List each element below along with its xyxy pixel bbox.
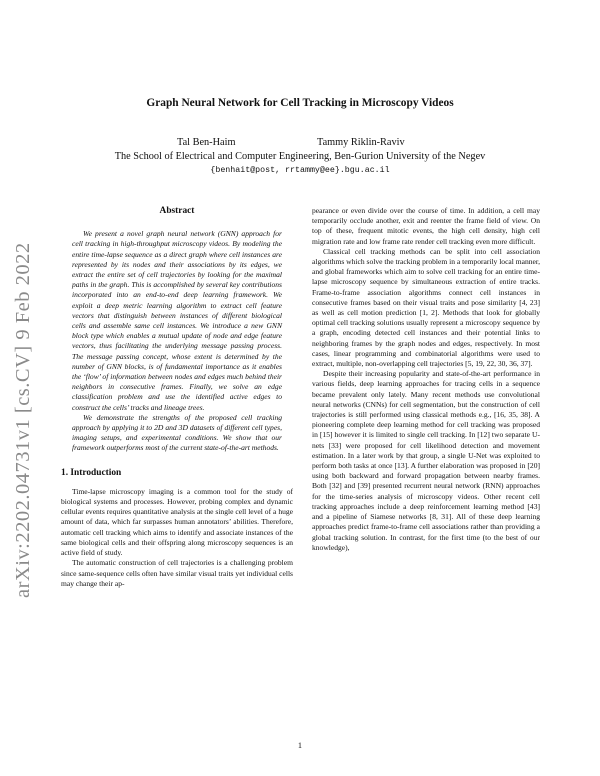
arxiv-identifier[interactable]: arXiv:2202.04731v1 [cs.CV] 9 Feb 2022 [12, 242, 34, 598]
body-paragraph: Classical cell tracking methods can be split into cell association algorithms which solve the tracking problem in a temporarily local manner, and global frameworks which aim to solve cell tracking for an entire time-lapse microscopy sequence by simultaneous extraction of entire tracks. Frame-to-frame association algorithms connect cell instances in consecutive frames based on their visual traits and pose similarity [4, 23] as well as cell motion prediction [1, 2]. Methods that look for globally optimal cell tracking solutions usually represent a microscopy sequence by a graph, encoding detected cell instances and their potential links to neighboring frames by the graph nodes and edges, respectively. In most cases, linear programming and combinatorial algorithms were used to extract, multiple, non-overlapping cell trajectories [5, 19, 22, 30, 36, 37]. [312, 246, 540, 369]
left-column [61, 206, 293, 589]
body-paragraph: pearance or even divide over the course of time. In addition, a cell may temporarily occlude another, exit and reenter the frame field of view. On top of these, frequent mitotic events, the high cell density, high cell migration rate and low frame rate render cell tracking even more difficult. [312, 206, 540, 246]
section-heading-introduction: 1. Introduction [61, 467, 122, 478]
body-paragraph: Time-lapse microscopy imaging is a common tool for the study of biological systems and processes. However, probing complex and dynamic cellular events requires quantitative analysis at the single cell level of a huge amount of data, which far surpasses human annotators’ abilities. Therefore, automatic cell tracking which aims to identify and associate instances of the same biological cells and their offspring along microscopy sequences is an active field of study. [61, 486, 293, 558]
right-column [312, 206, 540, 553]
affiliation: The School of Electrical and Computer Engineering, Ben-Gurion University of the Negev [114, 151, 486, 162]
body-paragraph: Despite their increasing popularity and state-of-the-art performance in various fields, deep learning approaches for tracing cells in a sequence became prevalent only lately. Many recent methods use convolutional neural networks (CNNs) for cell segmentation, but the construction of cell trajectories is still performed using classical methods e.g., [16, 35, 38]. A pioneering complete deep learning method for cell tracking was proposed in [15] however it is limited to single cell tracking. In [12] two separate U-nets [33] were proposed for cell likelihood detection and movement estimation. In a later work by that group, a single U-Net was exploited to perform both tasks at once [13]. A further elaboration was proposed in [20] using both backward and forward propagation between nearby frames. Both [32] and [39] presented recurrent neural network (RNN) approaches for the time-series analysis of microscopy videos. Other recent cell tracking approaches include a deep reinforcement learning method [43] and a pipeline of Siamese networks [8, 31]. All of these deep learning approaches predict frame-to-frame cell associations rather than providing a global tracking solution. In contrast, for the first time (to the best of our knowledge), [312, 369, 540, 552]
body-paragraph: The automatic construction of cell trajectories is a challenging problem since same-sequence cells often have similar visual traits yet individual cells may change their ap- [61, 558, 293, 588]
paper-title: Graph Neural Network for Cell Tracking in Microscopy Videos [146, 97, 454, 109]
abstract-paragraph: We present a novel graph neural network (GNN) approach for cell tracking in high-throughput microscopy videos. By modeling the entire time-lapse sequence as a direct graph where cell instances are represented by its nodes and their associations by its edges, we extract the entire set of cell trajectories by looking for the maximal paths in the graph. This is accomplished by several key contributions incorporated into an end-to-end deep learning framework. We exploit a deep metric learning algorithm to extract cell feature vectors that distinguish between instances of different biological cells and assemble same cell instances. We introduce a new GNN block type which enables a mutual update of node and edge feature vectors, thus facilitating the underlying message passing process. The message passing concept, whose extent is determined by the number of GNN blocks, is of fundamental importance as it enables the ‘flow’ of information between nodes and edges much behind their neighbors in consecutive frames. Finally, we solve an edge classification problem and use the identified active edges to construct the cells’ tracks and lineage trees. [72, 229, 282, 412]
author-emails: {benhait@post, rrtammy@ee}.bgu.ac.il [210, 166, 390, 175]
abstract-heading: Abstract [159, 206, 195, 216]
author-name: Tal Ben-Haim [177, 137, 236, 148]
page-number: 1 [297, 741, 303, 750]
abstract-body [61, 229, 293, 453]
author-name: Tammy Riklin-Raviv [317, 137, 405, 148]
abstract-paragraph: We demonstrate the strengths of the proposed cell tracking approach by applying it to 2D and 3D datasets of different cell types, imaging setups, and experimental conditions. We show that our framework outperforms most of the current state-of-the-art methods. [72, 412, 282, 453]
